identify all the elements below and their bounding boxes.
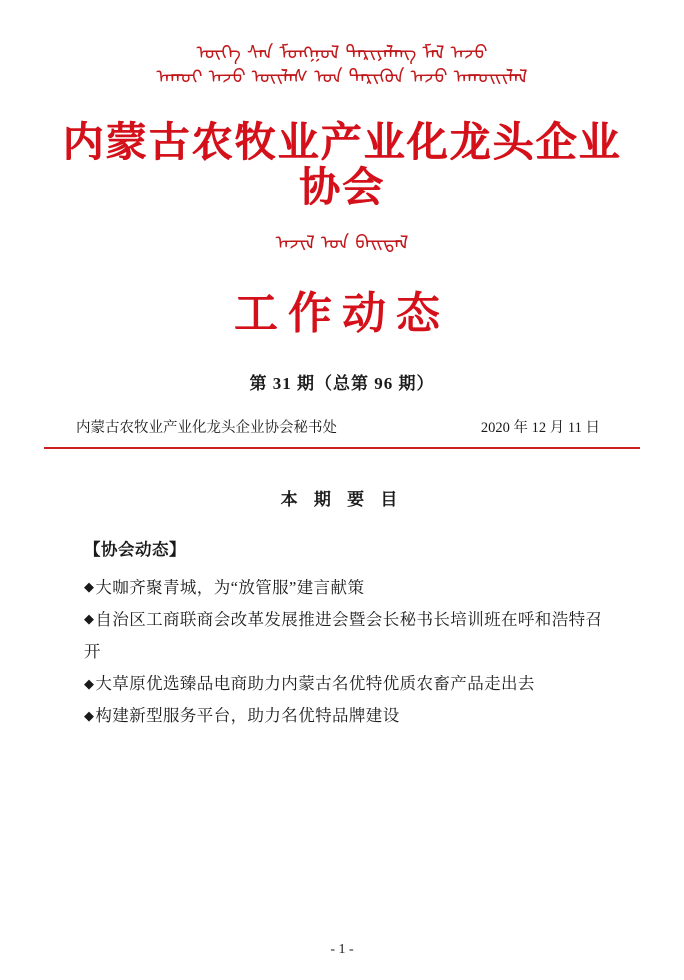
section-label-association-news: 【协会动态】 — [84, 539, 186, 559]
publisher-row — [44, 416, 640, 437]
publication-date: 2020 年 12 月 11 日 — [480, 419, 600, 436]
table-of-contents — [44, 572, 640, 733]
list-item — [84, 572, 614, 604]
mongolian-script-subtitle: ᠠᠵᠢᠯ ᠤᠨ ᠪᠠᠢᠳᠠᠯ — [275, 232, 409, 255]
mongolian-header-line-1: ᠦᠭᠡ ᠰᠠᠨ ᠮᠤᠩᠭᠤᠯ ᠲᠠᠷᠢᠶᠠᠯᠠᠩ ᠮᠠᠯ ᠠᠵᠤ — [196, 42, 488, 64]
list-item-label: 大咖齐聚青城，为“放管服”建言献策 — [95, 577, 365, 597]
list-item-label: 大草原优选臻品电商助力内蒙古名优特优质农畜产品走出去 — [95, 674, 535, 694]
page-number: - 1 - — [330, 942, 354, 957]
diamond-bullet-icon: ◆ — [84, 611, 95, 627]
page-footer — [0, 942, 684, 958]
list-item-label: 自治区工商联商会改革发展推进会暨会长秘书长培训班在呼和浩特召开 — [84, 609, 603, 661]
list-item — [84, 668, 614, 700]
red-divider — [44, 447, 640, 449]
publisher-name: 内蒙古农牧业产业化龙头企业协会秘书处 — [76, 419, 337, 436]
contents-heading: 本 期 要 目 — [280, 489, 404, 509]
organization-title: 内蒙古农牧业产业化龙头企业协会 — [62, 118, 622, 212]
bulletin-title: 工作动态 — [234, 288, 450, 340]
issue-number: 第 31 期（总第 96 期） — [249, 373, 435, 393]
mongolian-header-line-2: ᠠᠬᠤᠢ ᠠᠵᠤ ᠦᠢᠯᠡᠰ ᠤᠨ ᠲᠡᠷᠢᠭᠦᠨ ᠠᠵᠤ ᠠᠬᠤᠢᠢᠯᠠᠯ — [156, 65, 528, 88]
mongolian-script-header — [44, 42, 640, 116]
list-item — [84, 700, 614, 732]
list-item — [84, 604, 614, 668]
diamond-bullet-icon: ◆ — [84, 675, 95, 691]
diamond-bullet-icon: ◆ — [84, 707, 95, 723]
list-item-label: 构建新型服务平台，助力名优特品牌建设 — [95, 706, 400, 726]
diamond-bullet-icon: ◆ — [84, 579, 95, 595]
